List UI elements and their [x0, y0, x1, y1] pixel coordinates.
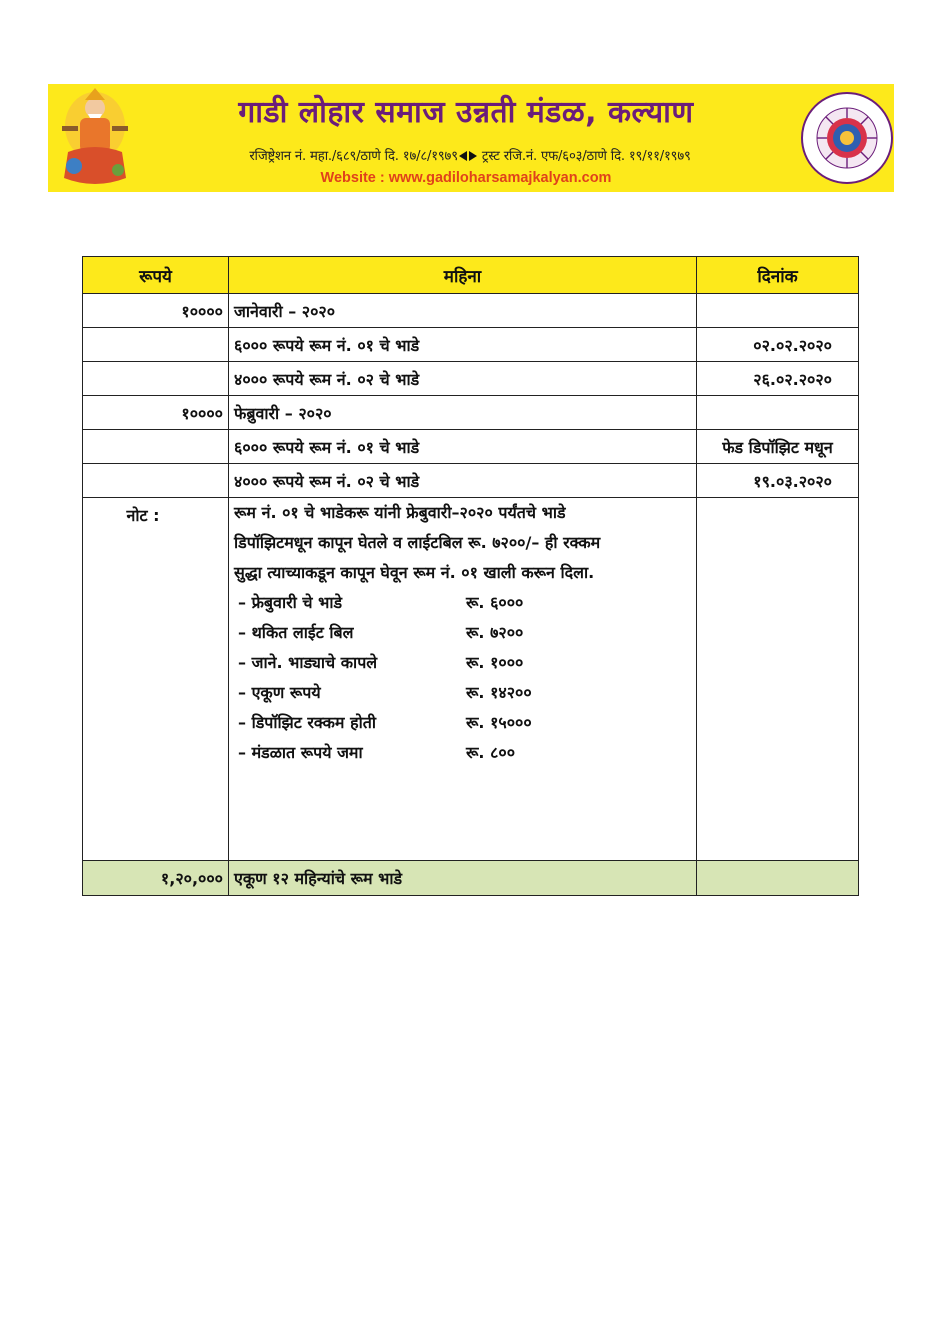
list-item — [234, 618, 691, 648]
month-cell: ४००० रूपये रूम नं. ०२ चे भाडे — [229, 464, 697, 498]
breakdown-value: रू. १००० — [466, 653, 524, 672]
list-item — [234, 678, 691, 708]
triangle-left-icon — [459, 151, 467, 161]
date-cell: ०२.०२.२०२० — [697, 328, 859, 362]
date-cell — [697, 294, 859, 328]
amount-cell: १०००० — [83, 294, 229, 328]
amount-cell — [83, 430, 229, 464]
date-cell: फेड डिपॉझिट मधून — [697, 430, 859, 464]
table-row — [83, 464, 859, 498]
table-row — [83, 328, 859, 362]
list-item — [234, 648, 691, 678]
breakdown-label: – एकूण रूपये — [238, 683, 321, 702]
breakdown-value: रू. ८०० — [466, 743, 516, 762]
breakdown-label: – फ्रेबुवारी चे भाडे — [238, 593, 343, 612]
list-item — [234, 708, 691, 738]
trust-registration-number: ट्रस्ट रजि.नं. एफ/६०३/ठाणे दि. १९/११/१९७९ — [481, 149, 691, 164]
date-cell: २६.०२.२०२० — [697, 362, 859, 396]
breakdown-label: – थकित लाईट बिल — [238, 623, 354, 642]
website-label: Website : — [320, 170, 385, 186]
note-line: सुद्धा त्याच्याकडून कापून घेवून रूम नं. ०१ खाली करून दिला. — [234, 563, 595, 582]
date-cell — [697, 396, 859, 430]
table-row — [83, 362, 859, 396]
note-label: नोट : — [83, 498, 229, 861]
breakdown-value: रू. १४२०० — [466, 683, 532, 702]
month-cell: फेब्रुवारी – २०२० — [229, 396, 697, 430]
date-cell: १९.०३.२०२० — [697, 464, 859, 498]
note-breakdown-list — [234, 588, 691, 768]
registration-number: रजिष्ट्रेशन नं. महा./६८९/ठाणे दि. १७/८/१९७९ — [249, 149, 458, 164]
breakdown-label: – मंडळात रूपये जमा — [238, 743, 363, 762]
amount-cell — [83, 464, 229, 498]
note-content — [229, 498, 697, 861]
list-item — [234, 738, 691, 768]
website-line — [146, 170, 786, 186]
organization-seal-icon — [800, 90, 894, 186]
total-date-cell — [697, 861, 859, 896]
table-header-row — [83, 257, 859, 294]
month-cell: ६००० रूपये रूम नं. ०१ चे भाडे — [229, 328, 697, 362]
month-cell: ४००० रूपये रूम नं. ०२ चे भाडे — [229, 362, 697, 396]
note-line: रूम नं. ०१ चे भाडेकरू यांनी फ्रेबुवारी–२०२० पर्यंतचे भाडे — [234, 503, 566, 522]
website-link[interactable]: www.gadiloharsamajkalyan.com — [388, 170, 612, 186]
list-item — [234, 588, 691, 618]
amount-cell: १०००० — [83, 396, 229, 430]
month-cell: जानेवारी – २०२० — [229, 294, 697, 328]
breakdown-label: – डिपॉझिट रक्कम होती — [238, 713, 376, 732]
header-amount: रूपये — [83, 257, 229, 294]
note-row — [83, 498, 859, 861]
header-month: महिना — [229, 257, 697, 294]
deity-emblem-icon — [52, 86, 138, 190]
month-cell: ६००० रूपये रूम नं. ०१ चे भाडे — [229, 430, 697, 464]
breakdown-value: रू. १५००० — [466, 713, 532, 732]
organization-name: गाडी लोहार समाज उन्नती मंडळ, कल्याण — [238, 95, 694, 130]
note-date-cell — [697, 498, 859, 861]
rent-ledger-table — [82, 256, 859, 896]
header-date: दिनांक — [697, 257, 859, 294]
table-row — [83, 294, 859, 328]
amount-cell — [83, 362, 229, 396]
amount-cell — [83, 328, 229, 362]
total-row — [83, 861, 859, 896]
letterhead-banner — [48, 84, 894, 192]
breakdown-value: रू. ७२०० — [466, 623, 524, 642]
registration-line — [134, 146, 806, 164]
table-row — [83, 430, 859, 464]
total-amount: १,२०,००० — [83, 861, 229, 896]
note-paragraph — [234, 498, 691, 588]
note-line: डिपॉझिटमधून कापून घेतले व लाईटबिल रू. ७२००/– ही रक्कम — [234, 533, 601, 552]
breakdown-value: रू. ६००० — [466, 593, 524, 612]
table-row — [83, 396, 859, 430]
triangle-right-icon — [469, 151, 477, 161]
breakdown-label: – जाने. भाड्याचे कापले — [238, 653, 378, 672]
total-label: एकूण १२ महिन्यांचे रूम भाडे — [229, 861, 697, 896]
